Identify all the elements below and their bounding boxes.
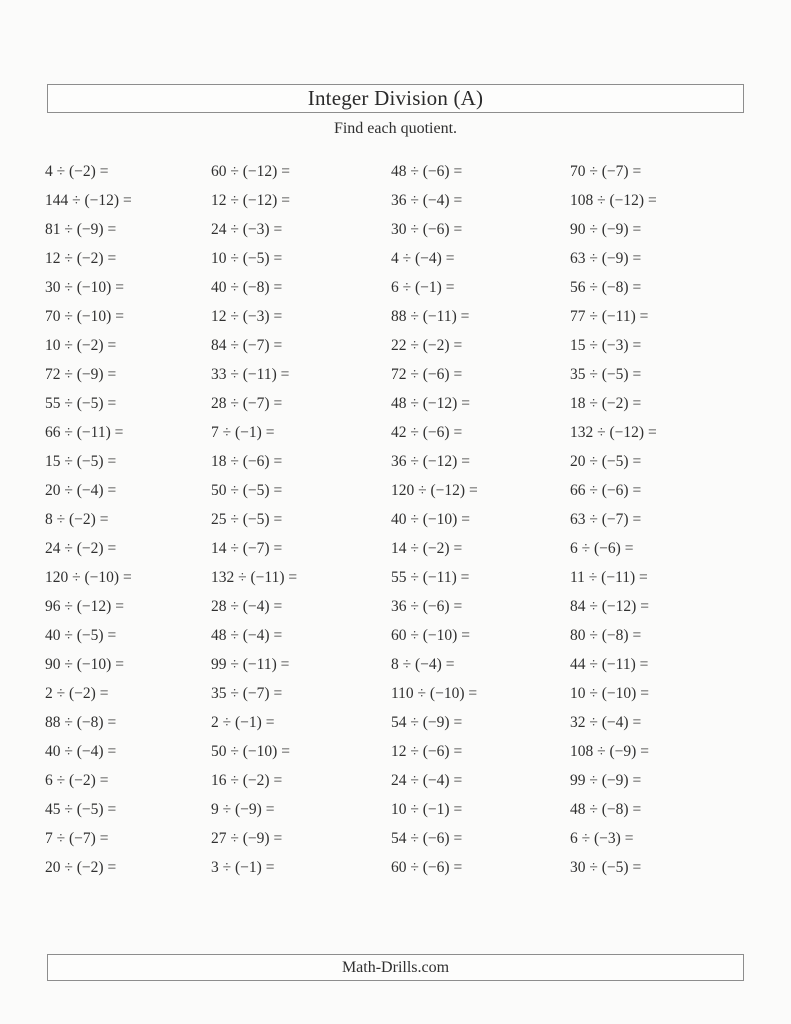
problem: 11 ÷ (−11) = bbox=[570, 569, 648, 586]
problem: 27 ÷ (−9) = bbox=[211, 830, 283, 847]
problem: 40 ÷ (−4) = bbox=[45, 743, 117, 760]
problem: 72 ÷ (−6) = bbox=[391, 366, 463, 383]
problem: 24 ÷ (−3) = bbox=[211, 221, 283, 238]
problem: 32 ÷ (−4) = bbox=[570, 714, 642, 731]
problem: 70 ÷ (−10) = bbox=[45, 308, 124, 325]
problem: 30 ÷ (−10) = bbox=[45, 279, 124, 296]
problem: 6 ÷ (−1) = bbox=[391, 279, 455, 296]
problem: 7 ÷ (−7) = bbox=[45, 830, 109, 847]
footer-box bbox=[47, 954, 744, 981]
problem: 108 ÷ (−12) = bbox=[570, 192, 657, 209]
problem: 96 ÷ (−12) = bbox=[45, 598, 124, 615]
problem: 99 ÷ (−9) = bbox=[570, 772, 642, 789]
problem: 24 ÷ (−4) = bbox=[391, 772, 463, 789]
problem: 30 ÷ (−6) = bbox=[391, 221, 463, 238]
problem: 90 ÷ (−10) = bbox=[45, 656, 124, 673]
problem: 18 ÷ (−6) = bbox=[211, 453, 283, 470]
problem: 28 ÷ (−7) = bbox=[211, 395, 283, 412]
problem: 24 ÷ (−2) = bbox=[45, 540, 117, 557]
problem: 55 ÷ (−5) = bbox=[45, 395, 117, 412]
problem: 4 ÷ (−4) = bbox=[391, 250, 455, 267]
problem: 20 ÷ (−5) = bbox=[570, 453, 642, 470]
problem: 6 ÷ (−6) = bbox=[570, 540, 634, 557]
problem: 60 ÷ (−10) = bbox=[391, 627, 470, 644]
problem: 88 ÷ (−11) = bbox=[391, 308, 470, 325]
problem: 25 ÷ (−5) = bbox=[211, 511, 283, 528]
problem: 2 ÷ (−1) = bbox=[211, 714, 275, 731]
page-title: Integer Division (A) bbox=[307, 86, 484, 110]
problem: 81 ÷ (−9) = bbox=[45, 221, 117, 238]
problem: 88 ÷ (−8) = bbox=[45, 714, 117, 731]
problem: 7 ÷ (−1) = bbox=[211, 424, 275, 441]
problem: 36 ÷ (−4) = bbox=[391, 192, 463, 209]
problem: 4 ÷ (−2) = bbox=[45, 163, 109, 180]
problem: 33 ÷ (−11) = bbox=[211, 366, 290, 383]
problem: 54 ÷ (−6) = bbox=[391, 830, 463, 847]
problem: 90 ÷ (−9) = bbox=[570, 221, 642, 238]
problem: 8 ÷ (−2) = bbox=[45, 511, 109, 528]
problem: 40 ÷ (−5) = bbox=[45, 627, 117, 644]
problem: 20 ÷ (−4) = bbox=[45, 482, 117, 499]
problem: 10 ÷ (−2) = bbox=[45, 337, 117, 354]
problem: 99 ÷ (−11) = bbox=[211, 656, 290, 673]
problem: 44 ÷ (−11) = bbox=[570, 656, 649, 673]
problem: 144 ÷ (−12) = bbox=[45, 192, 132, 209]
problem: 45 ÷ (−5) = bbox=[45, 801, 117, 818]
problem: 15 ÷ (−5) = bbox=[45, 453, 117, 470]
problem: 84 ÷ (−7) = bbox=[211, 337, 283, 354]
problem: 63 ÷ (−7) = bbox=[570, 511, 642, 528]
problem: 30 ÷ (−5) = bbox=[570, 859, 642, 876]
problem: 22 ÷ (−2) = bbox=[391, 337, 463, 354]
problem: 9 ÷ (−9) = bbox=[211, 801, 275, 818]
problem: 66 ÷ (−11) = bbox=[45, 424, 124, 441]
problem: 14 ÷ (−2) = bbox=[391, 540, 463, 557]
problem: 12 ÷ (−12) = bbox=[211, 192, 290, 209]
problem: 10 ÷ (−10) = bbox=[570, 685, 649, 702]
problem: 110 ÷ (−10) = bbox=[391, 685, 478, 702]
problem: 20 ÷ (−2) = bbox=[45, 859, 117, 876]
problem: 14 ÷ (−7) = bbox=[211, 540, 283, 557]
problem: 36 ÷ (−12) = bbox=[391, 453, 470, 470]
problem: 40 ÷ (−10) = bbox=[391, 511, 470, 528]
problem: 40 ÷ (−8) = bbox=[211, 279, 283, 296]
problem: 36 ÷ (−6) = bbox=[391, 598, 463, 615]
problem: 70 ÷ (−7) = bbox=[570, 163, 642, 180]
problem: 48 ÷ (−4) = bbox=[211, 627, 283, 644]
problem: 108 ÷ (−9) = bbox=[570, 743, 649, 760]
problem: 3 ÷ (−1) = bbox=[211, 859, 275, 876]
problem: 12 ÷ (−2) = bbox=[45, 250, 117, 267]
problem: 35 ÷ (−7) = bbox=[211, 685, 283, 702]
problem: 10 ÷ (−5) = bbox=[211, 250, 283, 267]
problem: 16 ÷ (−2) = bbox=[211, 772, 283, 789]
problem: 120 ÷ (−12) = bbox=[391, 482, 478, 499]
problem: 15 ÷ (−3) = bbox=[570, 337, 642, 354]
problem: 10 ÷ (−1) = bbox=[391, 801, 463, 818]
problem: 2 ÷ (−2) = bbox=[45, 685, 109, 702]
problem: 8 ÷ (−4) = bbox=[391, 656, 455, 673]
problem: 80 ÷ (−8) = bbox=[570, 627, 642, 644]
problem: 77 ÷ (−11) = bbox=[570, 308, 649, 325]
problem: 28 ÷ (−4) = bbox=[211, 598, 283, 615]
instruction-text: Find each quotient. bbox=[333, 120, 458, 137]
problem: 132 ÷ (−12) = bbox=[570, 424, 657, 441]
problem: 60 ÷ (−6) = bbox=[391, 859, 463, 876]
problem: 12 ÷ (−3) = bbox=[211, 308, 283, 325]
footer-site-label: Math-Drills.com bbox=[341, 958, 450, 976]
problem: 42 ÷ (−6) = bbox=[391, 424, 463, 441]
problem: 6 ÷ (−3) = bbox=[570, 830, 634, 847]
problem: 63 ÷ (−9) = bbox=[570, 250, 642, 267]
problems-grid bbox=[45, 157, 751, 882]
problem: 50 ÷ (−10) = bbox=[211, 743, 290, 760]
problem: 54 ÷ (−9) = bbox=[391, 714, 463, 731]
problem: 48 ÷ (−6) = bbox=[391, 163, 463, 180]
problem: 132 ÷ (−11) = bbox=[211, 569, 298, 586]
problem: 48 ÷ (−12) = bbox=[391, 395, 470, 412]
title-box bbox=[47, 84, 744, 113]
problem: 48 ÷ (−8) = bbox=[570, 801, 642, 818]
problem: 84 ÷ (−12) = bbox=[570, 598, 649, 615]
problem: 120 ÷ (−10) = bbox=[45, 569, 132, 586]
problem: 50 ÷ (−5) = bbox=[211, 482, 283, 499]
problem: 72 ÷ (−9) = bbox=[45, 366, 117, 383]
problem: 35 ÷ (−5) = bbox=[570, 366, 642, 383]
problem: 66 ÷ (−6) = bbox=[570, 482, 642, 499]
problem: 56 ÷ (−8) = bbox=[570, 279, 642, 296]
problem: 60 ÷ (−12) = bbox=[211, 163, 290, 180]
problem: 55 ÷ (−11) = bbox=[391, 569, 470, 586]
problem: 6 ÷ (−2) = bbox=[45, 772, 109, 789]
problem: 18 ÷ (−2) = bbox=[570, 395, 642, 412]
problem: 12 ÷ (−6) = bbox=[391, 743, 463, 760]
